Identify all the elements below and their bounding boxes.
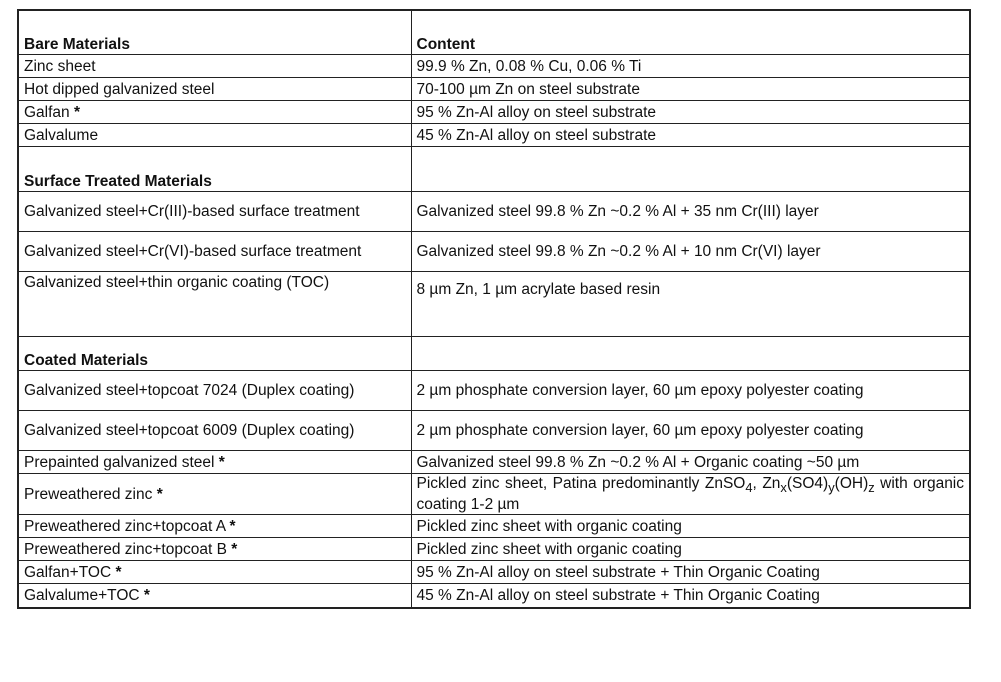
content-cell: Pickled zinc sheet with organic coating xyxy=(411,515,970,538)
material-cell: Galvanized steel+Cr(III)-based surface treatment xyxy=(18,192,411,232)
content-cell: 99.9 % Zn, 0.08 % Cu, 0.06 % Ti xyxy=(411,55,970,78)
material-cell: Preweathered zinc * xyxy=(18,474,411,515)
materials-table xyxy=(17,9,971,609)
material-cell: Zinc sheet xyxy=(18,55,411,78)
section-heading-row xyxy=(18,147,970,192)
header-material: Bare Materials xyxy=(18,10,411,55)
empty-cell xyxy=(411,337,970,371)
asterisk-mark: * xyxy=(231,540,238,558)
material-cell: Preweathered zinc+topcoat B * xyxy=(18,538,411,561)
header-content: Content xyxy=(411,10,970,55)
table-row xyxy=(18,584,970,609)
asterisk-mark: * xyxy=(73,103,81,121)
asterisk-mark: * xyxy=(229,517,236,535)
table-row xyxy=(18,538,970,561)
table-row xyxy=(18,515,970,538)
material-cell: Galvalume+TOC * xyxy=(18,584,411,609)
asterisk-mark: * xyxy=(115,563,122,581)
table-row xyxy=(18,55,970,78)
content-cell: 95 % Zn-Al alloy on steel substrate + Thin Organic Coating xyxy=(411,561,970,584)
content-cell: Galvanized steel 99.8 % Zn ~0.2 % Al + Organic coating ~50 µm xyxy=(411,451,970,474)
content-cell: Galvanized steel 99.8 % Zn ~0.2 % Al + 35 nm Cr(III) layer xyxy=(411,192,970,232)
material-cell: Galvanized steel+Cr(VI)-based surface treatment xyxy=(18,232,411,272)
table-row xyxy=(18,371,970,411)
content-cell: 8 µm Zn, 1 µm acrylate based resin xyxy=(411,272,970,337)
table-row xyxy=(18,124,970,147)
content-cell: Pickled zinc sheet with organic coating xyxy=(411,538,970,561)
asterisk-mark: * xyxy=(218,453,225,471)
material-cell: Galfan+TOC * xyxy=(18,561,411,584)
table-row xyxy=(18,101,970,124)
material-cell: Galvanized steel+topcoat 6009 (Duplex coating) xyxy=(18,411,411,451)
content-cell: 95 % Zn-Al alloy on steel substrate xyxy=(411,101,970,124)
material-cell: Prepainted galvanized steel * xyxy=(18,451,411,474)
table-header-row xyxy=(18,10,970,55)
material-cell: Galvanized steel+topcoat 7024 (Duplex coating) xyxy=(18,371,411,411)
table-row xyxy=(18,411,970,451)
table-row xyxy=(18,192,970,232)
empty-cell xyxy=(411,147,970,192)
table-row xyxy=(18,272,970,337)
section-heading: Surface Treated Materials xyxy=(18,147,411,192)
content-cell: Galvanized steel 99.8 % Zn ~0.2 % Al + 10 nm Cr(VI) layer xyxy=(411,232,970,272)
table-row xyxy=(18,78,970,101)
content-cell: 2 µm phosphate conversion layer, 60 µm epoxy polyester coating xyxy=(411,411,970,451)
material-cell: Galfan * xyxy=(18,101,411,124)
content-cell: 45 % Zn-Al alloy on steel substrate + Thin Organic Coating xyxy=(411,584,970,609)
material-cell: Preweathered zinc+topcoat A * xyxy=(18,515,411,538)
material-cell: Galvalume xyxy=(18,124,411,147)
table-row xyxy=(18,561,970,584)
content-cell: 45 % Zn-Al alloy on steel substrate xyxy=(411,124,970,147)
content-cell: 2 µm phosphate conversion layer, 60 µm epoxy polyester coating xyxy=(411,371,970,411)
table-row xyxy=(18,232,970,272)
section-heading-row xyxy=(18,337,970,371)
table-row xyxy=(18,451,970,474)
material-cell: Galvanized steel+thin organic coating (TOC) xyxy=(18,272,411,337)
content-cell: 70-100 µm Zn on steel substrate xyxy=(411,78,970,101)
section-heading: Coated Materials xyxy=(18,337,411,371)
content-cell: Pickled zinc sheet, Patina predominantly ZnSO$_4$, $Zn_x(SO4)_y(OH)_z$ with organic coating 1-2 µm xyxy=(411,474,970,515)
table-row xyxy=(18,474,970,515)
material-cell: Hot dipped galvanized steel xyxy=(18,78,411,101)
asterisk-mark: * xyxy=(143,587,150,604)
asterisk-mark: * xyxy=(156,485,163,503)
